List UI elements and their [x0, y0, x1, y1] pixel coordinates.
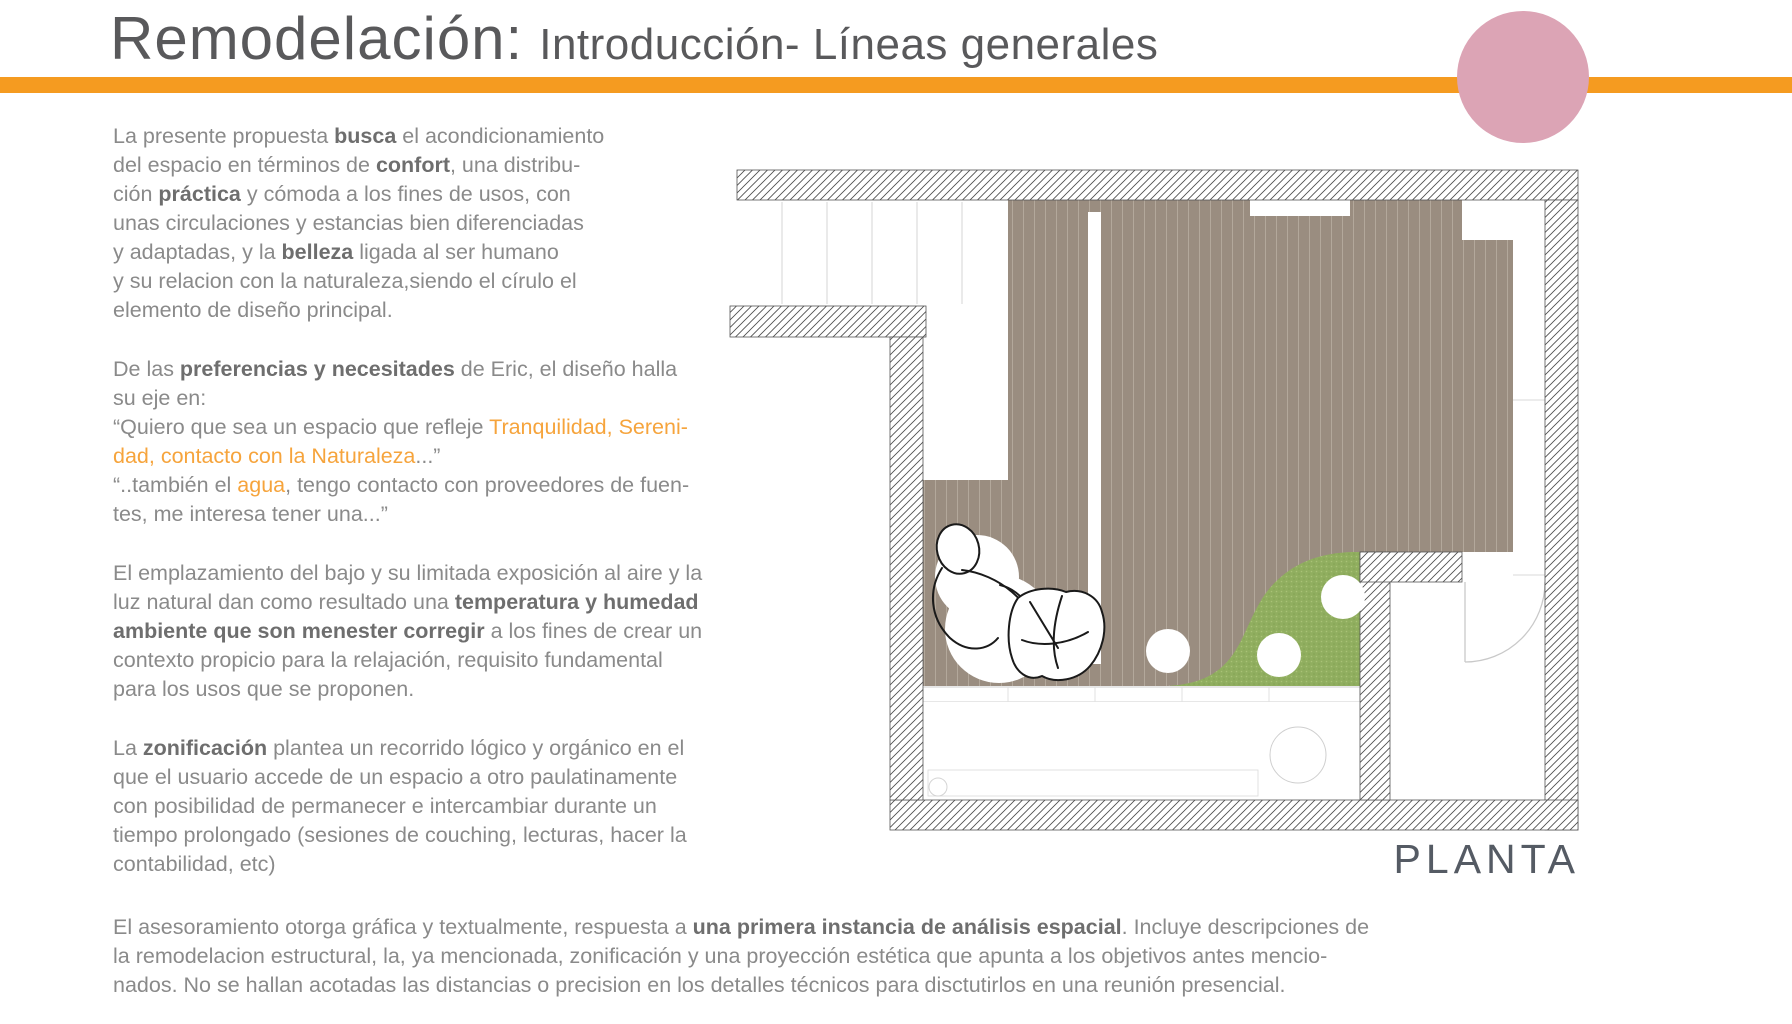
plan-corridor-marks [1513, 400, 1545, 575]
paragraph: La presente propuesta busca el acondicionamiento del espacio en términos de confort, una distribu- ción práctica y cómoda a los fines de usos, con unas circulaciones y estancias bien diferenciadas y adaptadas, y la belleza ligada al ser humano y su relacion con la naturaleza,siendo el círulo el elemento de diseño principal. [113, 124, 605, 322]
paragraph: El emplazamiento del bajo y su limitada exposición al aire y la luz natural dan como resultado una temperatura y humedad ambiente que son menester corregir a los fines de crear un contexto propicio para la relajación, requisito fundamental para los usos que se proponen. [113, 561, 703, 701]
plan-caption: PLANTA [1393, 836, 1580, 882]
paragraph: La zonificación plantea un recorrido lógico y orgánico en el que el usuario accede de un espacio a otro paulatinamente con posibilidad de permanecer e intercambiar durante un tiempo prolongado (sesiones de couching, lecturas, hacer la contabilidad, etc) [113, 736, 687, 876]
plan-counter [923, 687, 1360, 702]
intro-text [113, 122, 813, 909]
plan-bathroom [1390, 582, 1545, 800]
title-subtitle: Introducción- Líneas generales [539, 20, 1159, 69]
title-main: Remodelación: [110, 5, 524, 72]
plan-lower-room [923, 702, 1360, 800]
paragraph: De las preferencias y necesitades de Eric, el diseño halla su eje en: “Quiero que sea un espacio que refleje Tranquilidad, Sereni- dad, contacto con la Naturaleza...” “..también el agua, tengo contacto con proveedores de fuen- tes, me interesa tener una...” [113, 357, 690, 526]
paragraph: El asesoramiento otorga gráfica y textualmente, respuesta a una primera instancia de análisis espacial. Incluye descripciones de la remodelacion estructural, la, ya mencionada, zonificación y una proyección estética que apunta a los objetivos antes mencio- nados. No se hallan acotadas las distancias o precision en los detalles técnicos para disctutirlos en una reunión presencial. [113, 915, 1370, 997]
closing-text [113, 913, 1733, 1000]
